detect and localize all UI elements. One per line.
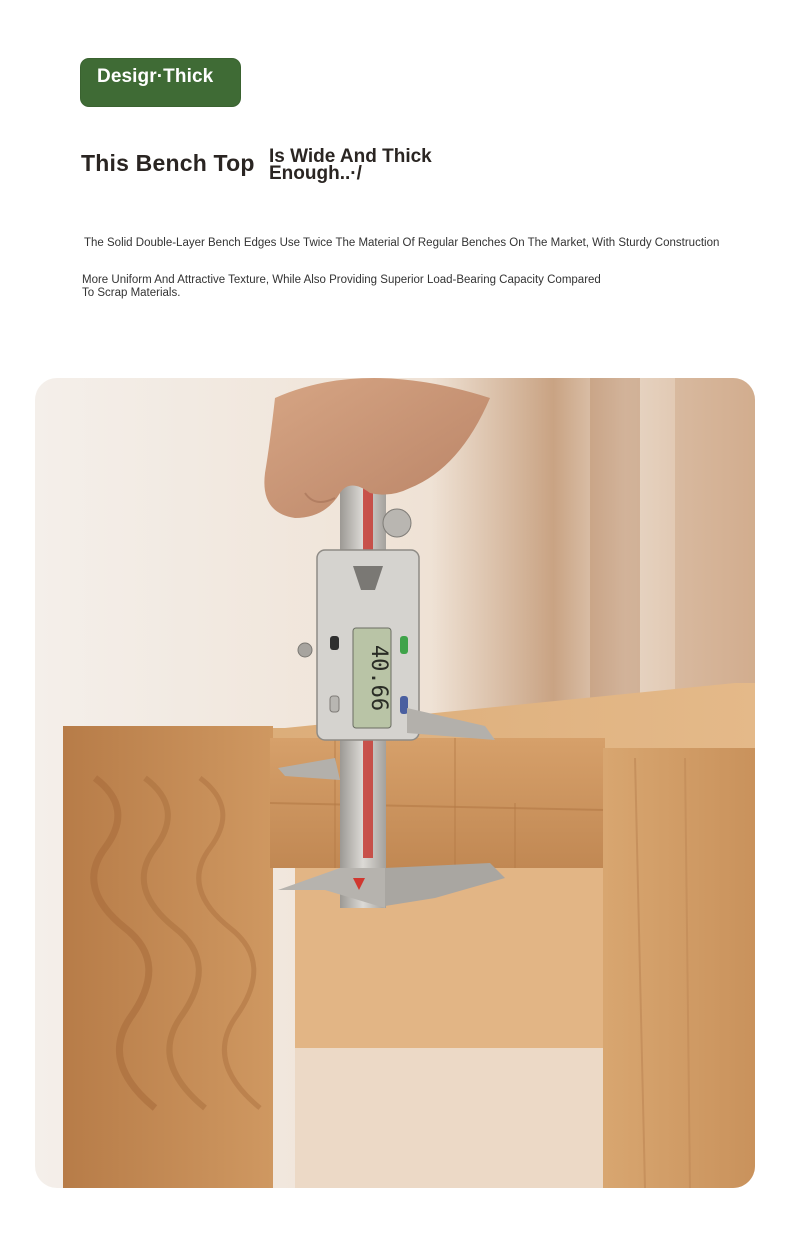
caliper-measuring-bench-illustration	[35, 378, 755, 1188]
caliper-display-value: 40.66	[366, 644, 391, 712]
description-line-1: The Solid Double-Layer Bench Edges Use Twice The Material Of Regular Benches On The Market, With Sturdy Construction	[84, 237, 720, 249]
description-line-2: More Uniform And Attractive Texture, While Also Providing Superior Load-Bearing Capacity Compared To Scrap Materials.	[82, 274, 601, 299]
badge-label: Desigr·Thick	[97, 66, 214, 87]
headline-right: Is Wide And Thick Enough..·/	[269, 146, 432, 184]
headline-left: This Bench Top	[81, 150, 255, 176]
design-thick-badge	[80, 58, 241, 107]
product-photo	[35, 378, 755, 1188]
